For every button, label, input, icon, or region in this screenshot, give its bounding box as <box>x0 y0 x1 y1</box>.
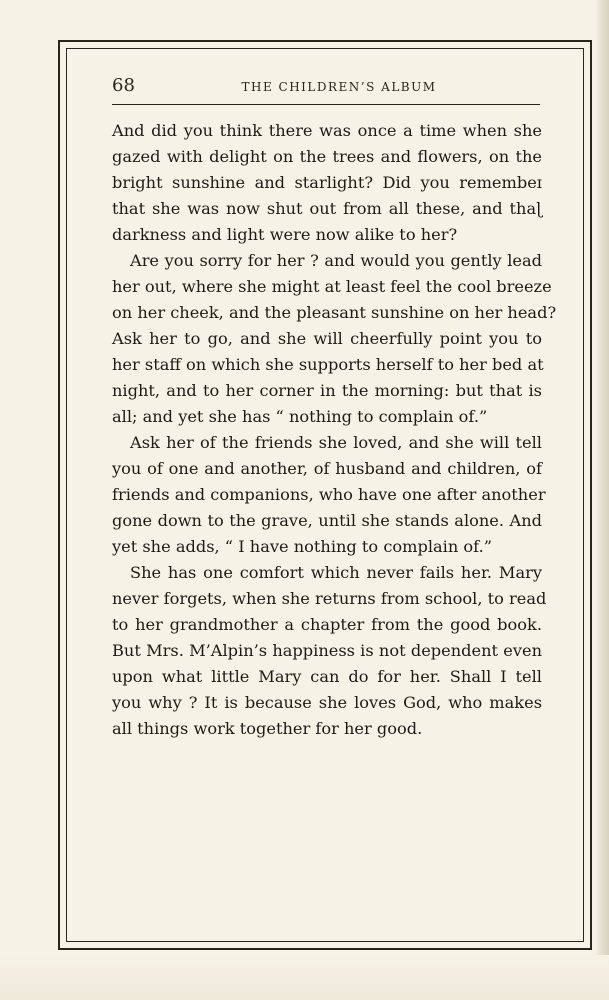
text-line: Are you sorry for her ? and would you gently lead <box>130 251 542 270</box>
text-line: bright sunshine and starlight? Did you remembeɪ <box>112 173 542 192</box>
page-header <box>108 74 540 98</box>
text-line: you why ? It is because she loves God, who makes <box>112 693 542 712</box>
text-line: that she was now shut out from all these, and thaɭ <box>112 199 542 218</box>
text-line: you of one and another, of husband and children, of <box>112 459 542 478</box>
text-line: upon what little Mary can do for her. Shall I tell <box>112 667 542 686</box>
text-line: night, and to her corner in the morning: but that is <box>112 381 542 400</box>
text-line: And did you think there was once a time when she <box>112 121 542 140</box>
text-line: on her cheek, and the pleasant sunshine on her head? <box>112 303 557 322</box>
text-line: She has one comfort which never fails her. Mary <box>130 563 542 582</box>
text-line: Ask her to go, and she will cheerfully point you to <box>112 329 542 348</box>
text-line: never forgets, when she returns from school, to read <box>112 589 547 608</box>
text-line: all; and yet she has “ nothing to complain of.” <box>112 407 488 426</box>
paragraph <box>112 248 557 430</box>
text-line: Ask her of the friends she loved, and she will tell <box>130 433 542 452</box>
text-line: to her grandmother a chapter from the good book. <box>112 615 542 634</box>
text-line: her out, where she might at least feel the cool breeze <box>112 277 552 296</box>
running-head: THE CHILDREN’S ALBUM <box>241 80 437 94</box>
page-number: 68 <box>112 75 135 96</box>
page-edge <box>595 0 609 1000</box>
text-line: But Mrs. M’Alpin’s happiness is not dependent even <box>112 641 542 660</box>
text-line: gone down to the grave, until she stands alone. And <box>112 511 542 530</box>
page-bottom-margin <box>0 955 609 1000</box>
header-rule <box>112 104 540 105</box>
text-line: gazed with delight on the trees and flowers, on the <box>112 147 542 166</box>
text-line: friends and companions, who have one after another <box>112 485 546 504</box>
body-text <box>112 118 557 742</box>
text-line: her staff on which she supports herself to her bed at <box>112 355 544 374</box>
paragraph <box>112 430 546 560</box>
text-line: all things work together for her good. <box>112 719 423 738</box>
paragraph <box>112 118 542 248</box>
paragraph <box>112 560 547 742</box>
text-line: darkness and light were now alike to her? <box>112 225 458 244</box>
text-line: yet she adds, “ I have nothing to complain of.” <box>112 537 493 556</box>
